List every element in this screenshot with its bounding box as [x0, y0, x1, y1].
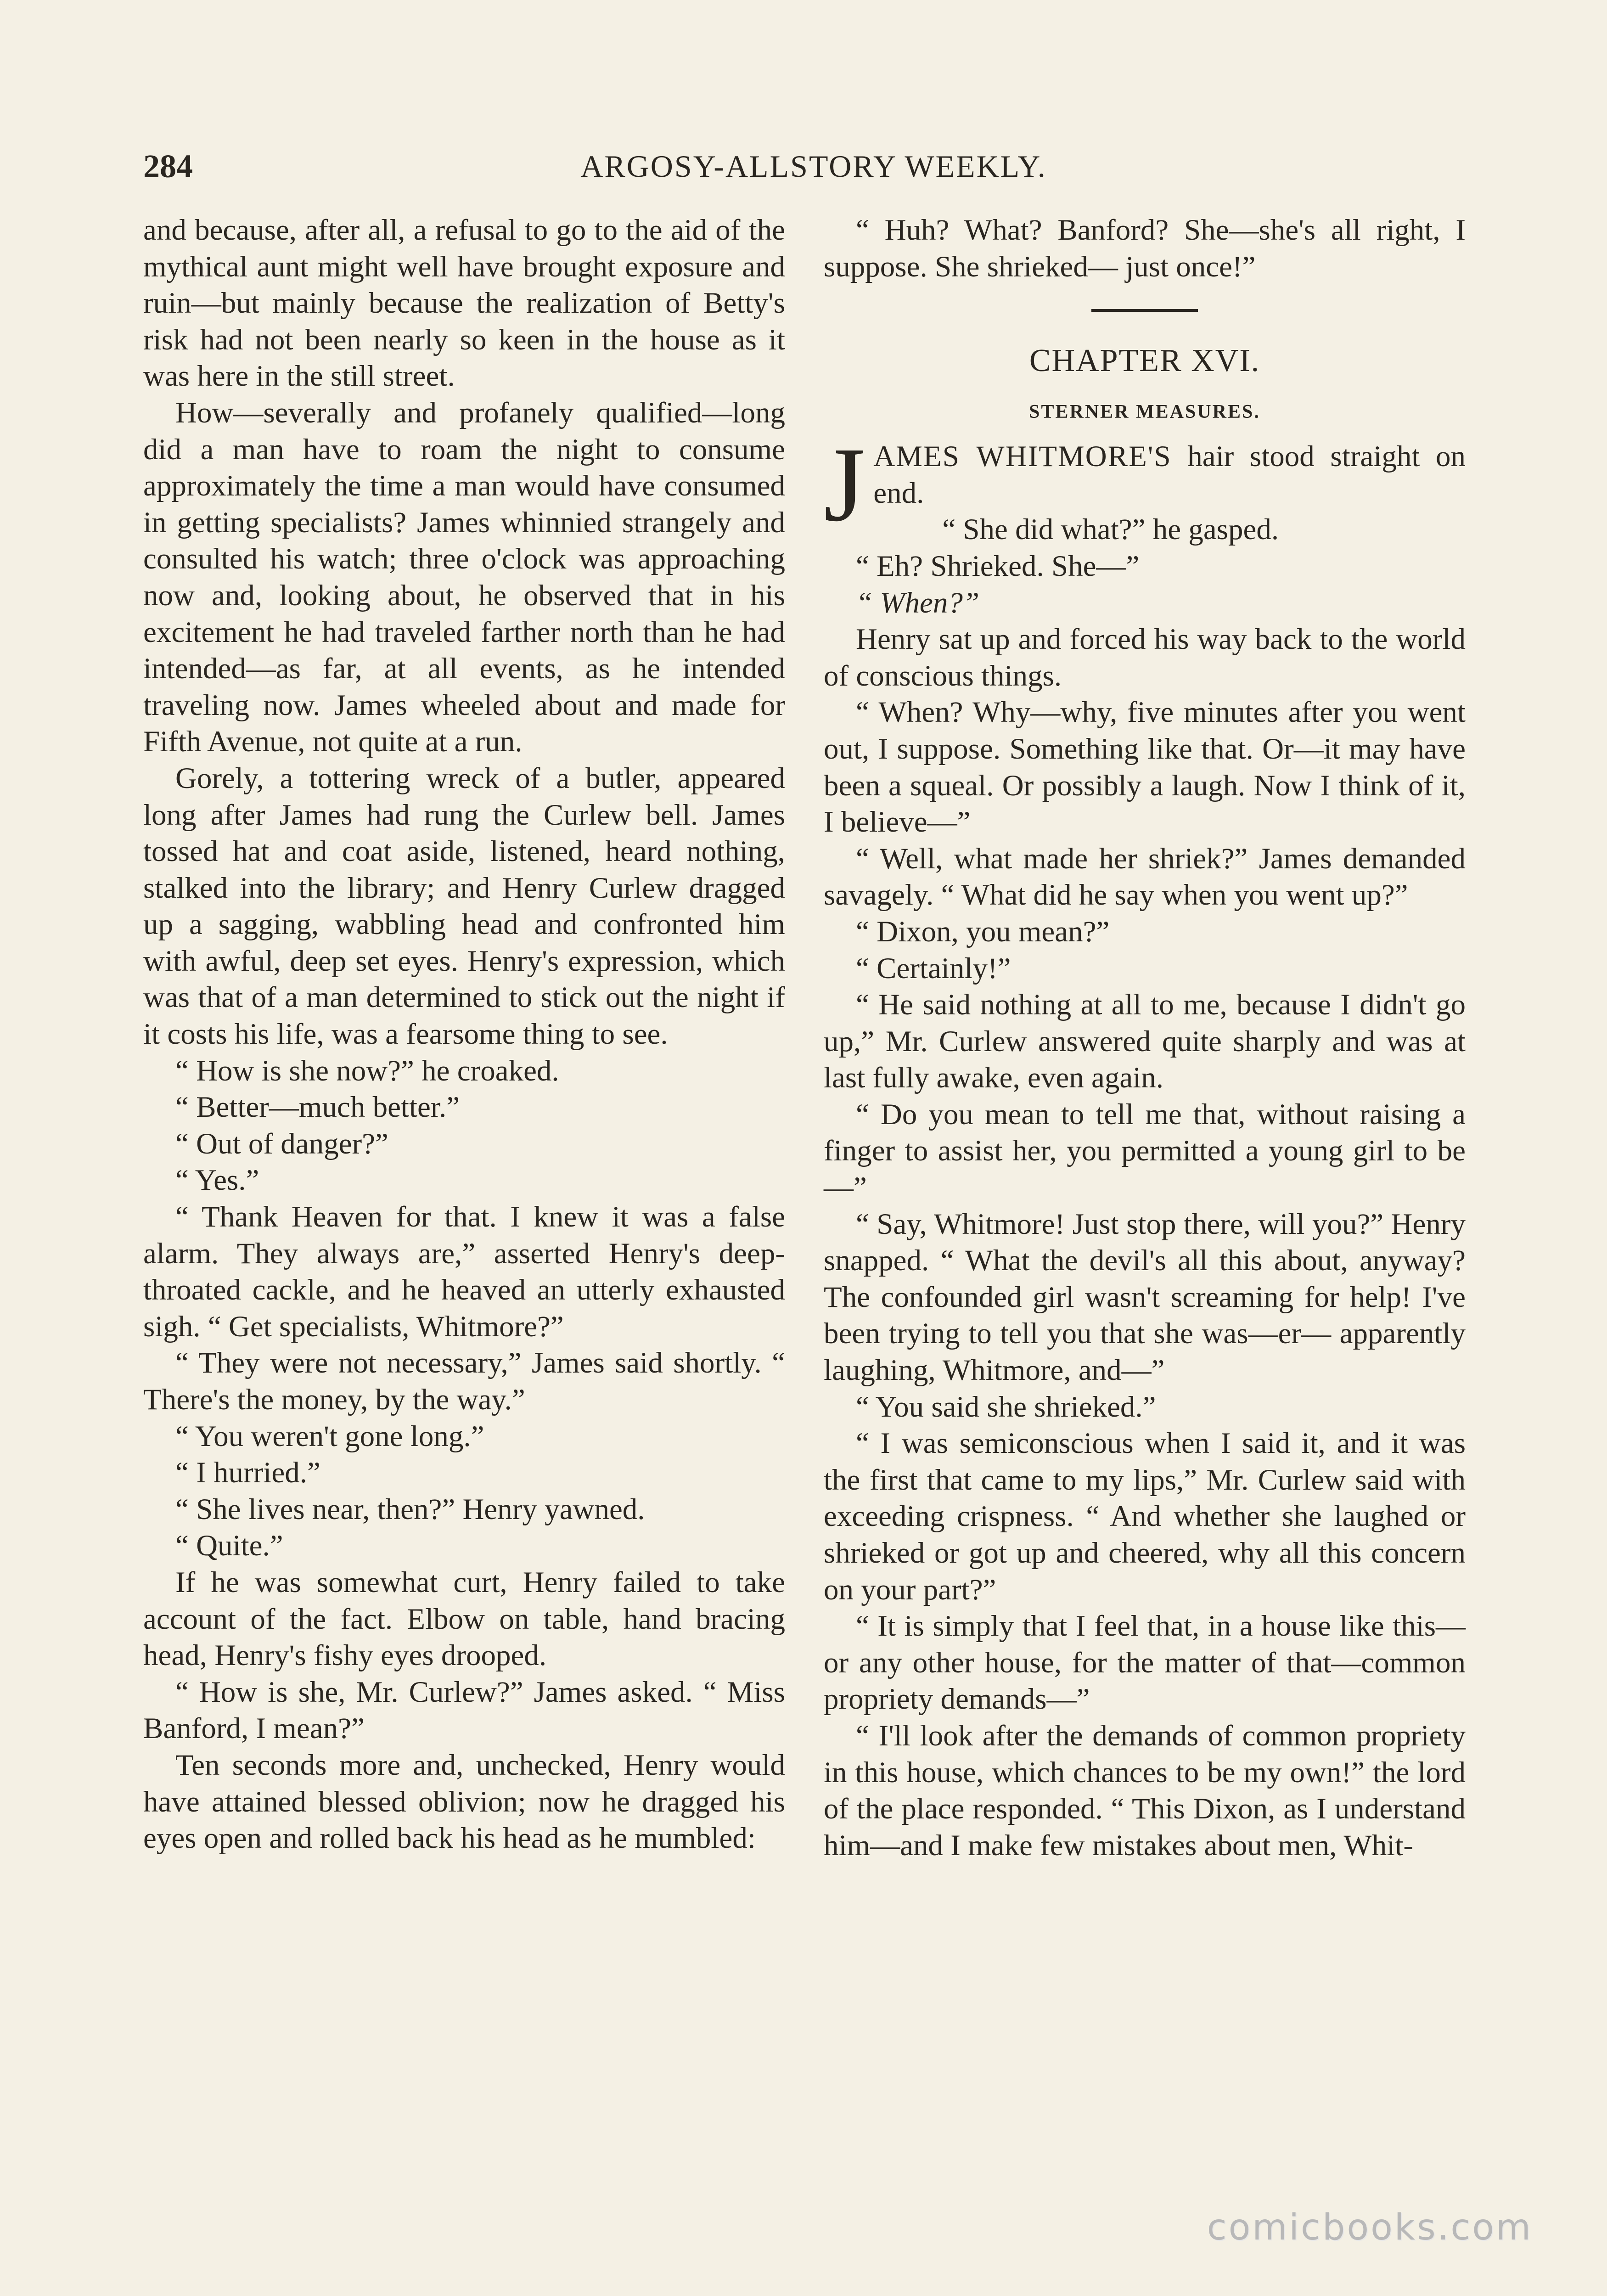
paragraph: Ten seconds more and, unchecked, Henry would have attained blessed oblivion; now he dragged his eyes open and rolled back his head as he mumbled:: [143, 1748, 785, 1855]
paragraph: “ Certainly!”: [856, 951, 1011, 985]
paragraph: “ How is she now?” he croaked.: [175, 1054, 559, 1087]
paragraph: “ Better—much better.”: [175, 1091, 460, 1124]
paragraph: Gorely, a tottering wreck of a butler, appeared long after James had rung the Curlew bell. James tossed hat and coat aside, listened, heard nothing, stalked into the library; and Henry Curlew dragged up a sagging, wabbling head and confronted him with awful, deep set eyes. Henry's expression, which was that of a man determined to stick out the night if it costs his life, was a fearsome thing to see.: [143, 761, 785, 1051]
paragraph: “ You said she shrieked.”: [856, 1390, 1156, 1424]
paragraph: “ She lives near, then?” Henry yawned.: [175, 1492, 645, 1526]
paragraph: “ Say, Whitmore! Just stop there, will you?” Henry snapped. “ What the devil's all this about, anyway? The confounded girl wasn't screaming for help! I've been trying to tell you that she was—er— apparently laughing, Whitmore, and—”: [824, 1207, 1466, 1387]
chapter-subtitle: STERNER MEASURES.: [1029, 401, 1260, 423]
opening-text: hair stood straight on end.: [873, 440, 1466, 510]
paragraph: “ You weren't gone long.”: [175, 1419, 484, 1453]
paragraph: Henry sat up and forced his way back to the world of conscious things.: [824, 623, 1466, 692]
paragraph: “ They were not necessary,” James said shortly. “ There's the money, by the way.”: [143, 1346, 785, 1416]
paragraph: “ When?”: [856, 586, 980, 619]
left-column: [143, 212, 785, 1857]
opening-caps: AMES WHITMORE'S: [873, 440, 1172, 473]
drop-cap: J: [824, 426, 865, 544]
paragraph: “ Thank Heaven for that. I knew it was a false alarm. They always are,” asserted Henry's deep-throated cackle, and he heaved an utterly exhausted sigh. “ Get specialists, Whitmore?”: [143, 1200, 785, 1343]
paragraph: “ Huh? What? Banford? She—she's all right, I suppose. She shrieked— just once!”: [824, 214, 1466, 283]
paragraph: “ He said nothing at all to me, because I didn't go up,” Mr. Curlew answered quite sharply and was at last fully awake, even again.: [824, 988, 1466, 1095]
paragraph: “ Dixon, you mean?”: [856, 915, 1110, 948]
paragraph: and because, after all, a refusal to go to the aid of the mythical aunt might well have brought exposure and ruin—but mainly because the realization of Betty's risk had not been nearly so keen in the house as it was here in the still street.: [143, 214, 785, 393]
running-title: ARGOSY-ALLSTORY WEEKLY.: [580, 149, 1047, 184]
paragraph: “ Quite.”: [175, 1529, 283, 1563]
paragraph: “ Out of danger?”: [175, 1127, 388, 1160]
right-column: [824, 212, 1466, 1864]
paragraph: How—severally and profanely qualified—long did a man have to roam the night to consume approximately the time a man would have consumed in getting specialists? James whinnied strangely and consulted his watch; three o'clock was approaching now and, looking about, he observed that in his excitement he had traveled farther north than he had intended—as far, at all events, as he intended traveling now. James wheeled about and made for Fifth Avenue, not quite at a run.: [143, 396, 785, 759]
paragraph: “ I was semiconscious when I said it, and it was the first that came to my lips,” Mr. Curlew said with exceeding crispness. “ And whether she laughed or shrieked or got up and cheered, why all this concern on your part?”: [824, 1427, 1466, 1606]
paragraph: If he was somewhat curt, Henry failed to take account of the fact. Elbow on table, hand bracing head, Henry's fishy eyes drooped.: [143, 1565, 785, 1672]
paragraph: “ When? Why—why, five minutes after you went out, I suppose. Something like that. Or—it may have been a squeal. Or possibly a laugh. Now I think of it, I believe—”: [824, 696, 1466, 839]
paragraph: “ How is she, Mr. Curlew?” James asked. “ Miss Banford, I mean?”: [143, 1675, 785, 1745]
paragraph: “ It is simply that I feel that, in a house like this—or any other house, for the matter of that—common propriety demands—”: [824, 1609, 1466, 1716]
paragraph: “ She did what?” he gasped.: [942, 513, 1279, 546]
paragraph: “ Well, what made her shriek?” James demanded savagely. “ What did he say when you went up?”: [824, 842, 1466, 912]
paragraph: “ Do you mean to tell me that, without raising a finger to assist her, you permitted a young girl to be—”: [824, 1097, 1466, 1204]
watermark: comicbooks.com: [1207, 2207, 1533, 2248]
page-number: 284: [143, 148, 193, 185]
section-divider: [1091, 309, 1198, 312]
paragraph: “ Eh? Shrieked. She—”: [856, 549, 1140, 583]
page-header: [143, 143, 1484, 194]
paragraph: “ I'll look after the demands of common propriety in this house, which chances to be my own!” the lord of the place responded. “ This Dixon, as I understand him—and I make few mistakes about men, Whit-: [824, 1719, 1466, 1862]
chapter-title: CHAPTER XVI.: [1029, 343, 1260, 379]
paragraph: “ Yes.”: [175, 1164, 259, 1197]
paragraph: “ I hurried.”: [175, 1456, 320, 1490]
